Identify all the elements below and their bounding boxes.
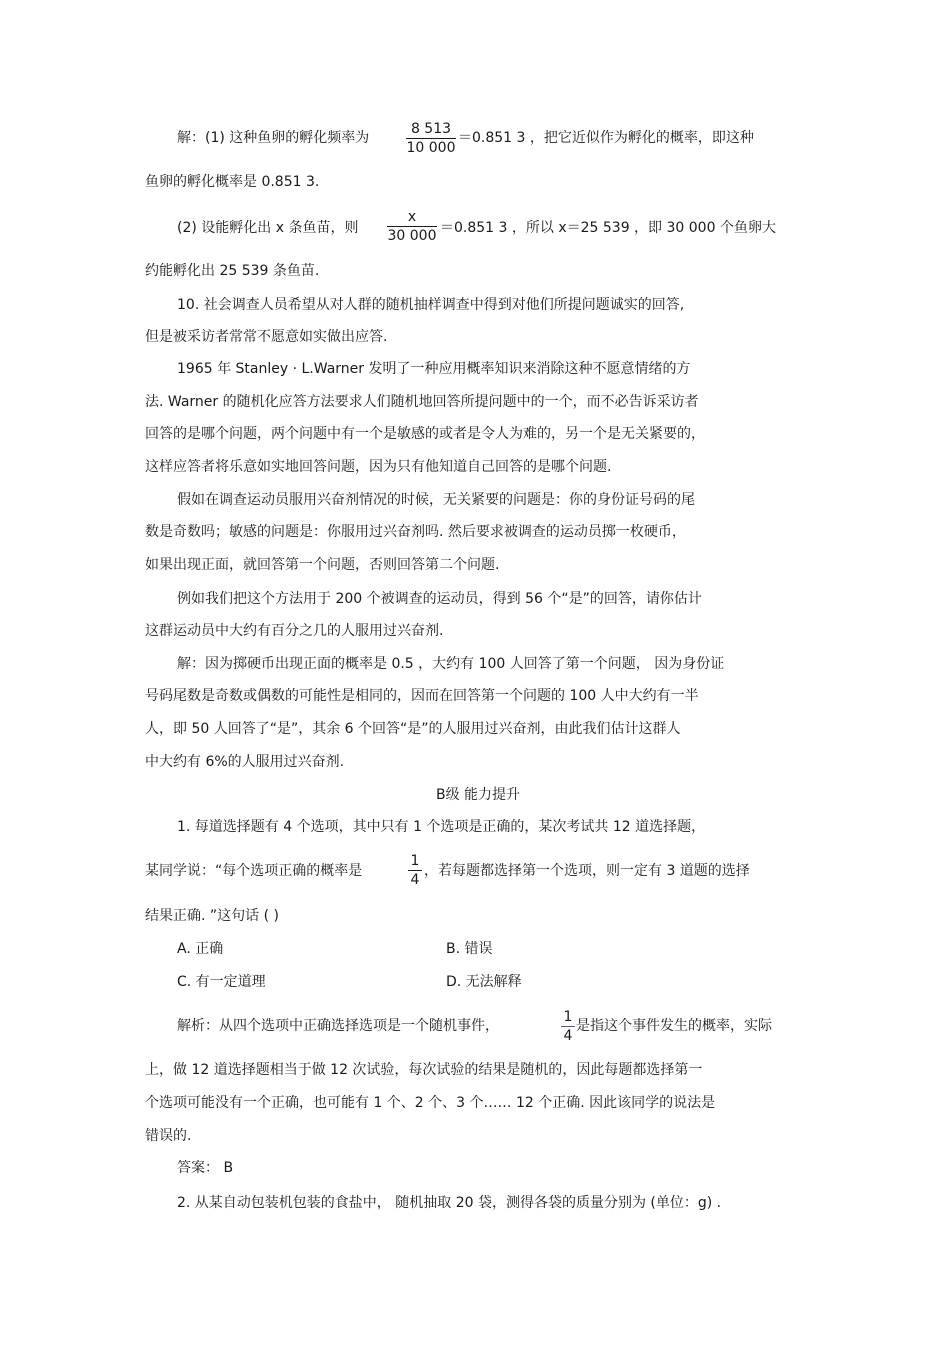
q10-line: 数是奇数吗；敏感的问题是：你服用过兴奋剂吗. 然后要求被调查的运动员掷一枚硬币， [145,524,686,540]
fraction-8513-over-10000 [406,120,456,157]
fraction-denominator: 10 000 [406,140,456,156]
analysis-line: 上，做 12 道选择题相当于做 12 次试验，每次试验的结果是随机的，因此每题都选择第一 [145,1062,703,1078]
q10-line: 这样应答者将乐意如实地回答问题，因为只有他知道自己回答的是哪个问题. [145,459,612,475]
fraction-numerator: 8 513 [410,121,452,137]
option-a: A. 正确 [177,941,224,957]
q9-line3-b: ＝0.851 3 ，所以 x＝25 539 ，即 30 000 个鱼卵大 [440,220,776,236]
b1-line2-b: ，若每题都选择第一个选项，则一定有 3 道题的选择 [424,863,750,879]
q9-line3-a: (2) 设能孵化出 x 条鱼苗，则 [177,220,359,236]
q9-line1-b: ＝0.851 3 ，把它近似作为孵化的概率，即这种 [458,130,754,146]
q10-line: 解：因为掷硬币出现正面的概率是 0.5 ，大约有 100 人回答了第一个问题， 因为身份证 [177,656,725,672]
fraction-1-over-4 [561,1008,575,1045]
option-b: B. 错误 [446,941,493,957]
q9-line4: 约能孵化出 25 539 条鱼苗. [145,263,320,279]
b2-line1: 2. 从某自动包装机包装的食盐中， 随机抽取 20 袋，测得各袋的质量分别为 (单位：g) . [177,1195,722,1211]
q10-line: 人，即 50 人回答了“是”，其余 6 个回答“是”的人服用过兴奋剂，由此我们估计这群人 [145,721,681,737]
q10-line: 1965 年 Stanley · L.Warner 发明了一种应用概率知识来消除这种不愿意情绪的方 [177,361,691,377]
fraction-denominator: 4 [563,1028,573,1044]
analysis-line: 错误的. [145,1128,192,1144]
fraction-x-over-30000 [387,208,437,245]
answer: 答案： B [177,1160,234,1176]
analysis-line: 个选项可能没有一个正确，也可能有 1 个、2 个、3 个…… 12 个正确. 因此该同学的说法是 [145,1095,716,1111]
analysis-line1-b: 是指这个事件发生的概率，实际 [576,1018,772,1034]
q10-line: 但是被采访者常常不愿意如实做出应答. [145,329,388,345]
b1-line3: 结果正确. ”这句话 ( ) [145,908,279,924]
b1-line1: 1. 每道选择题有 4 个选项，其中只有 1 个选项是正确的，某次考试共 12 道选择题， [177,819,706,835]
q10-line: 10. 社会调查人员希望从对人群的随机抽样调查中得到对他们所提问题诚实的回答, [177,297,685,313]
q10-line: 回答的是哪个问题，两个问题中有一个是敏感的或者是令人为难的，另一个是无关紧要的， [145,426,705,442]
fraction-1-over-4 [408,852,422,889]
q10-line: 这群运动员中大约有百分之几的人服用过兴奋剂. [145,623,444,639]
q9-line1-a: 解：(1) 这种鱼卵的孵化频率为 [177,130,370,146]
fraction-denominator: 4 [410,872,420,888]
q10-line: 号码尾数是奇数或偶数的可能性是相同的，因而在回答第一个问题的 100 人中大约有一半 [145,688,699,704]
q10-line: 中大约有 6%的人服用过兴奋剂. [145,754,345,770]
b1-line2-a: 某同学说：“每个选项正确的概率是 [145,863,363,879]
analysis-line1-a: 解析：从四个选项中正确选择选项是一个随机事件， [177,1018,499,1034]
q10-line: 假如在调查运动员服用兴奋剂情况的时候，无关紧要的问题是：你的身份证号码的尾 [177,492,695,508]
fraction-numerator: 1 [410,853,420,869]
fraction-denominator: 30 000 [387,228,437,244]
section-heading: B级 能力提升 [436,787,521,803]
fraction-numerator: 1 [563,1009,573,1025]
option-c: C. 有一定道理 [177,974,266,990]
fraction-numerator: x [407,209,417,225]
q10-line: 例如我们把这个方法用于 200 个被调查的运动员，得到 56 个“是”的回答，请你估计 [177,591,702,607]
q9-line2: 鱼卵的孵化概率是 0.851 3. [145,174,320,190]
q10-line: 法. Warner 的随机化应答方法要求人们随机地回答所提问题中的一个，而不必告诉采访者 [145,394,699,410]
q10-line: 如果出现正面，就回答第一个问题，否则回答第二个问题. [145,557,500,573]
option-d: D. 无法解释 [446,974,522,990]
